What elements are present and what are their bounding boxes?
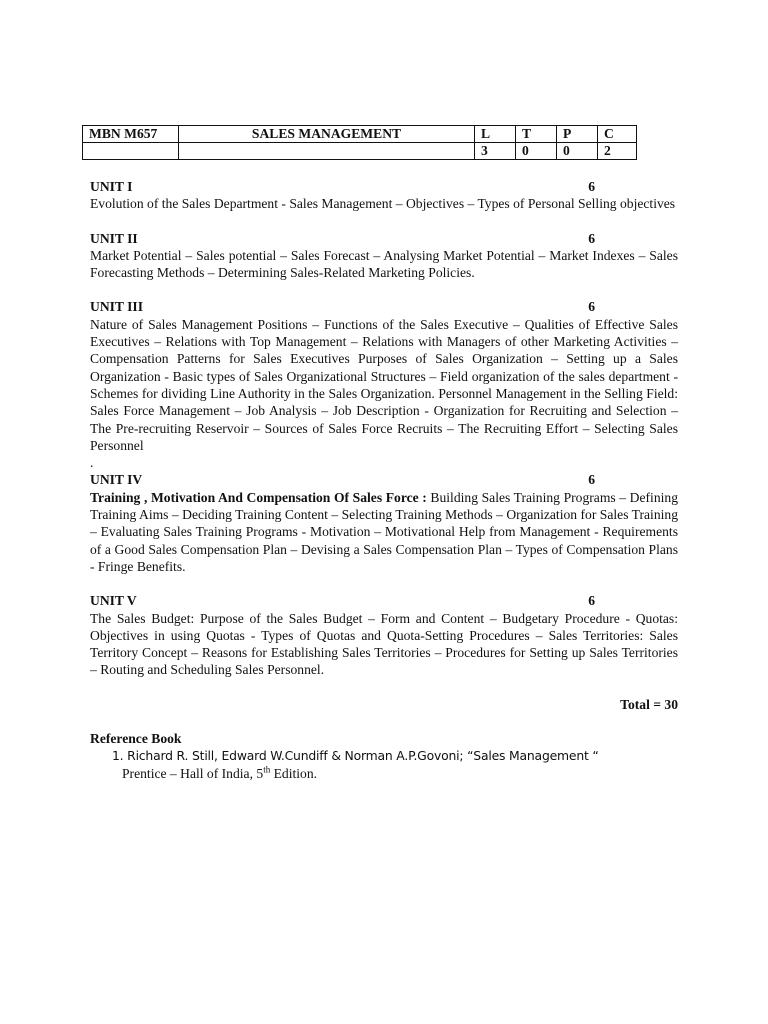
unit-description-text: Building Sales Training Programs – Defining Training Aims – Deciding Training Content – Selecting Training Methods – Organization for Sales Training – Evaluating Sales Training Programs - Motivation – Motivational Help from Management - Requirements of a Good Sales Compensation Plan – Devising a Sales Compensation Plan – Types of Compensation Plans - Fringe Benefits. <box>90 489 678 574</box>
unit-heading <box>90 178 678 195</box>
unit-hours: 6 <box>588 472 595 488</box>
unit-2 <box>90 230 678 282</box>
credit-header-p: P <box>557 126 598 143</box>
course-header-row <box>83 126 637 143</box>
course-header-table <box>82 125 637 160</box>
reference-line-2 <box>112 765 678 782</box>
unit-title: UNIT IV <box>90 472 143 488</box>
syllabus-content <box>90 178 678 782</box>
unit-1 <box>90 178 678 213</box>
course-code: MBN M657 <box>83 126 179 143</box>
unit-trailing-mark: . <box>90 455 94 471</box>
unit-heading <box>90 298 678 315</box>
credit-value-l: 3 <box>475 143 516 160</box>
credit-value-p: 0 <box>557 143 598 160</box>
credit-header-t: T <box>516 126 557 143</box>
unit-hours: 6 <box>588 299 595 315</box>
unit-title: UNIT I <box>90 179 133 194</box>
course-title: SALES MANAGEMENT <box>179 126 475 143</box>
unit-description: Nature of Sales Management Positions – Functions of the Sales Executive – Qualities of Effective Sales Executives – Relations with Top Management – Relations with Managers of other Marketing Activities – Compensation Patterns for Sales Executives Purposes of Sales Organization – Setting up a Sales Organization - Basic types of Sales Organizational Structures – Field organization of the sales department - Schemes for dividing Line Authority in the Sales Organization. Personnel Management in the Selling Field: Sales Force Management – Job Analysis – Job Description - Organization for Recruiting and Selection – The Pre-recruiting Reservoir – Sources of Sales Force Recruits – The Recruiting Effort – Selecting Sales Personnel <box>90 316 678 453</box>
unit-description: Evolution of the Sales Department - Sales Management – Objectives – Types of Personal Selling objectives <box>90 196 676 212</box>
unit-heading <box>90 230 678 247</box>
unit-hours: 6 <box>588 593 595 609</box>
credit-value-c: 2 <box>598 143 637 160</box>
edition-superscript: th <box>263 764 271 775</box>
unit-description: Market Potential – Sales potential – Sales Forecast – Analysing Market Potential – Market Indexes – Sales Forecasting Methods – Determining Sales-Related Marketing Policies. <box>90 247 678 281</box>
credit-header-c: C <box>598 126 637 143</box>
unit-title: UNIT V <box>90 593 137 609</box>
course-values-row <box>83 143 637 160</box>
unit-3 <box>90 298 678 471</box>
reference-line-1: 1. Richard R. Still, Edward W.Cundiff & Norman A.P.Govoni; “Sales Management “ <box>112 748 599 764</box>
reference-publisher: Prentice – Hall of India, 5 <box>122 765 264 781</box>
reference-heading: Reference Book <box>90 731 182 747</box>
unit-4 <box>90 471 678 575</box>
unit-5 <box>90 592 678 678</box>
empty-cell <box>179 143 475 160</box>
unit-description <box>90 489 678 575</box>
unit-heading <box>90 592 678 609</box>
total-hours: Total = 30 <box>620 696 678 712</box>
reference-item <box>90 747 678 782</box>
unit-hours: 6 <box>588 230 595 246</box>
unit-description: The Sales Budget: Purpose of the Sales Budget – Form and Content – Budgetary Procedure - Quotas: Objectives in using Quotas - Types of Quotas and Quota-Setting Procedures – Sales Territories: Sales Territory Concept – Reasons for Establishing Sales Territories – Procedures for Setting up Sales Territories – Routing and Scheduling Sales Personnel. <box>90 610 678 678</box>
credit-value-t: 0 <box>516 143 557 160</box>
unit-title: UNIT II <box>90 230 138 246</box>
unit-title: UNIT III <box>90 299 144 315</box>
reference-edition: Edition. <box>270 765 318 781</box>
unit-lead-title: Training , Motivation And Compensation Of Sales Force : <box>90 489 427 505</box>
empty-cell <box>83 143 179 160</box>
unit-hours: 6 <box>588 179 595 194</box>
unit-heading <box>90 471 678 488</box>
credit-header-l: L <box>475 126 516 143</box>
